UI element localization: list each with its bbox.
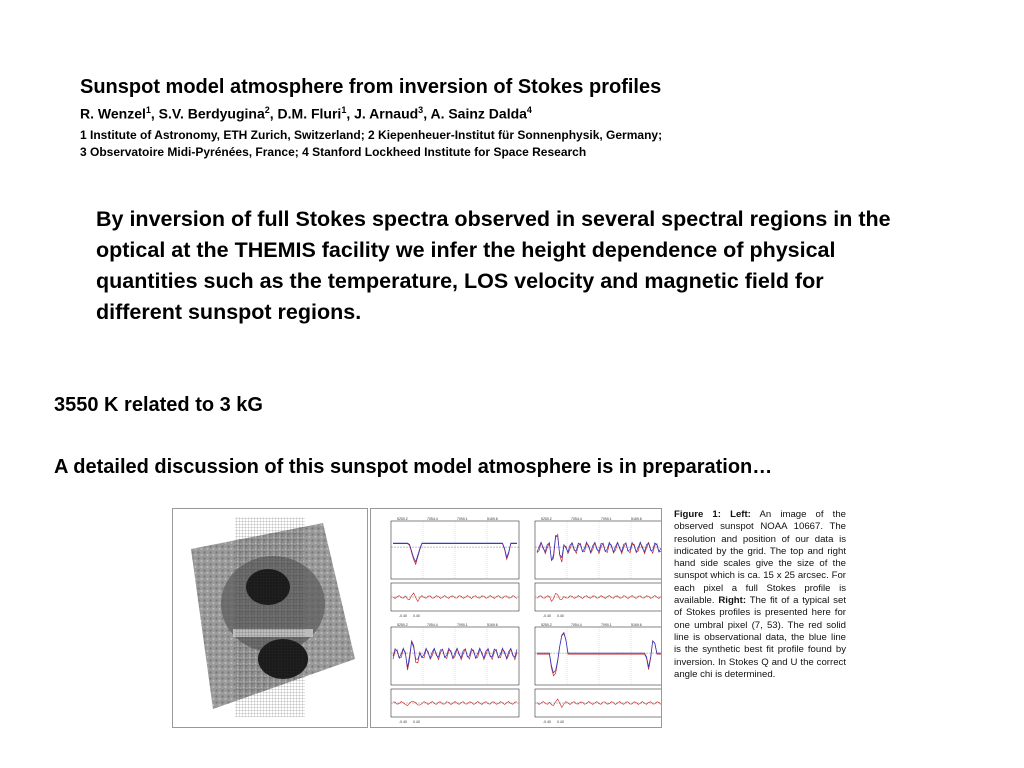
residual-line	[537, 699, 661, 707]
residual-line	[393, 702, 517, 706]
residual-line	[537, 593, 661, 601]
panel-wavelength-label: 5169.6	[487, 517, 498, 521]
sunspot-image-graphic	[173, 509, 367, 727]
observation-grid	[235, 517, 305, 717]
panel-wavelength-label: 7090.1	[457, 623, 468, 627]
poster-title: Sunspot model atmosphere from inversion of Stokes profiles	[80, 76, 662, 98]
author-name: A. Sainz Dalda	[430, 105, 527, 122]
panel-wavelength-label: 5250.2	[397, 623, 408, 627]
abstract-paragraph: By inversion of full Stokes spectra observed in several spectral regions in the optical at the THEMIS facility we infer the height dependence of physical quantities such as the temperature, LOS velocity and magnetic field for different sunspot regions.	[96, 207, 891, 324]
panel-wavelength-label: 5169.6	[631, 517, 642, 521]
panel-wavelength-label: 7054.4	[571, 517, 582, 521]
author-name: D.M. Fluri	[277, 105, 342, 122]
x-tick-label: -0.40	[399, 720, 407, 724]
x-tick-label: -0.40	[543, 720, 551, 724]
profile-panel-frame	[535, 627, 661, 685]
stokes-profiles-figure	[370, 508, 662, 728]
author-affiliation-number: 1	[341, 105, 347, 115]
x-tick-label: 0.40	[557, 614, 564, 618]
author-affiliation-number: 1	[145, 105, 151, 115]
panel-wavelength-label: 7090.1	[601, 517, 612, 521]
panel-wavelength-label: 5169.6	[631, 623, 642, 627]
x-tick-label: -0.40	[399, 614, 407, 618]
panel-wavelength-label: 7090.1	[457, 517, 468, 521]
sunspot-image	[172, 508, 368, 728]
author-affiliation-number: 2	[264, 105, 270, 115]
panel-wavelength-label: 5250.2	[541, 623, 552, 627]
author-name: R. Wenzel	[80, 105, 146, 122]
author-list: R. Wenzel$^1$, S.V. Berdyugina$^2$, D.M. Fluri$^1$, J. Arnaud$^3$, A. Sainz Dalda$^4$	[80, 105, 532, 122]
residual-line	[393, 593, 517, 602]
x-tick-label: -0.40	[543, 614, 551, 618]
panel-wavelength-label: 5250.2	[397, 517, 408, 521]
discussion-line: A detailed discussion of this sunspot model atmosphere is in preparation…	[54, 456, 773, 478]
affiliation-line-2: 3 Observatoire Midi-Pyrénées, France; 4 Stanford Lockheed Institute for Space Research	[80, 145, 587, 159]
affiliation-line-1: 1 Institute of Astronomy, ETH Zurich, Switzerland; 2 Kiepenheuer-Institut für Sonnenphysik, Germany;	[80, 128, 663, 142]
author-name: J. Arnaud	[354, 105, 419, 122]
caption-label: Figure 1:	[674, 509, 721, 520]
panel-wavelength-label: 7054.4	[571, 623, 582, 627]
caption-right-label: Right:	[718, 595, 747, 607]
author-affiliation-number: 4	[526, 105, 532, 115]
result-line: 3550 K related to 3 kG	[54, 394, 263, 416]
x-tick-label: 0.40	[557, 720, 564, 724]
stokes-profiles-graphic	[371, 509, 661, 727]
panel-wavelength-label: 5250.2	[541, 517, 552, 521]
x-tick-label: 0.40	[413, 614, 420, 618]
caption-left-label: Left:	[730, 509, 751, 520]
panel-wavelength-label: 7054.4	[427, 517, 438, 521]
author-name: S.V. Berdyugina	[158, 105, 265, 122]
panel-wavelength-label: 7054.4	[427, 623, 438, 627]
panel-wavelength-label: 7090.1	[601, 623, 612, 627]
author-affiliation-number: 3	[418, 105, 424, 115]
panel-wavelength-label: 5169.6	[487, 623, 498, 627]
figure-caption	[674, 509, 846, 681]
x-tick-label: 0.40	[413, 720, 420, 724]
caption-right-text: The fit of a typical set of Stokes profiles is presented here for one umbral pixel (7, 53). The red solid line is observational data, the blue line is the synthetic best fit profile found by inversion. In Stokes Q and U the correct angle chi is determined.	[674, 595, 846, 680]
caption-left-text: An image of the observed sunspot NOAA 10667. The resolution and position of our data is indicated by the grid. The top and right hand side scales give the size of the sunspot which is ca. 15 x 25 arcsec. For each pixel a full Stokes profile is available.	[674, 509, 847, 607]
